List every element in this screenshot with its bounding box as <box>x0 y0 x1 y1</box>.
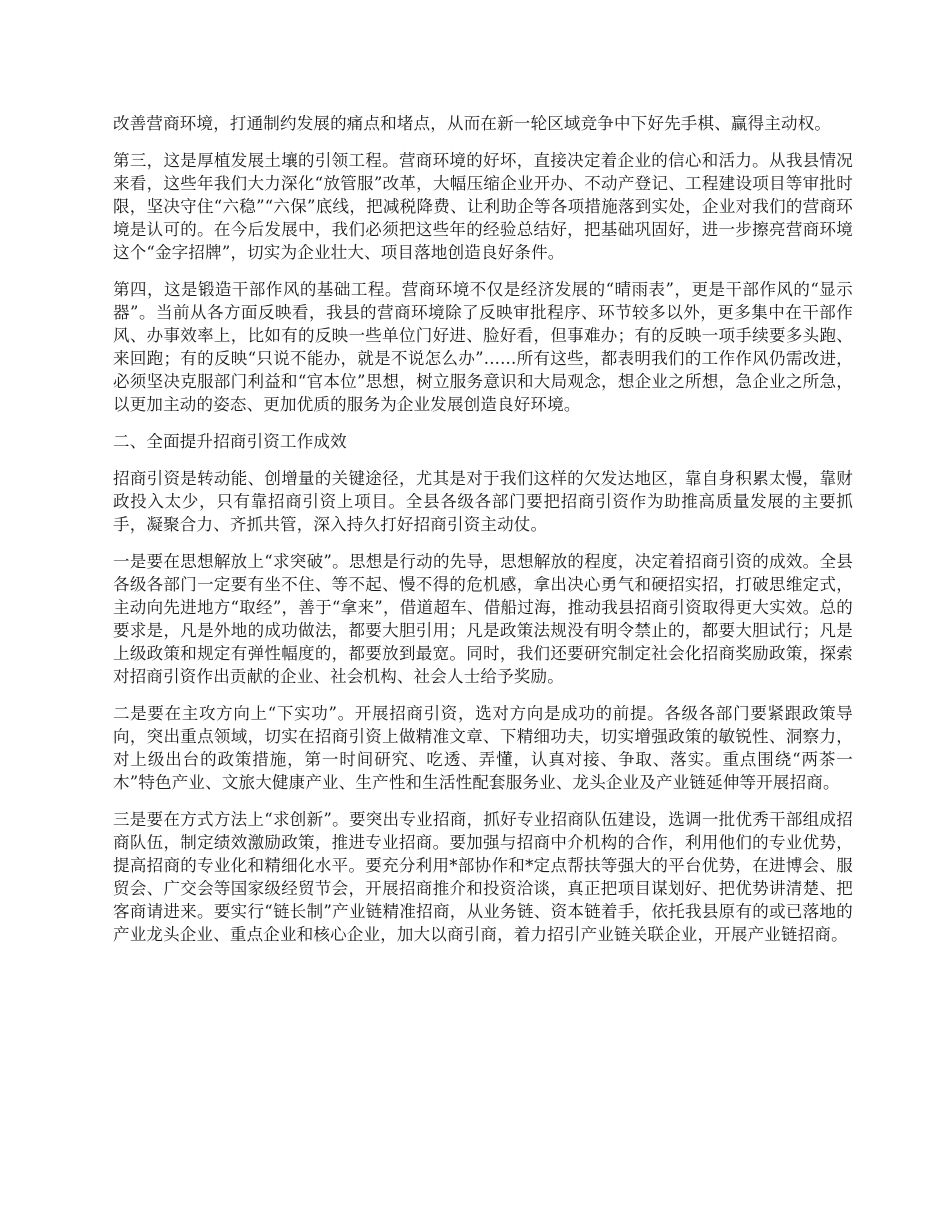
paragraph-intro-continuation: 改善营商环境，打通制约发展的痛点和堵点，从而在新一轮区域竞争中下好先手棋、赢得主动权。 <box>113 114 832 133</box>
paragraph-fourth-point: 第四，这是锻造干部作风的基础工程。营商环境不仅是经济发展的“晴雨表”，更是干部作风的“显示器”。当前从各方面反映看，我县的营商环境除了反映审批程序、环节较多以外，更多集中在干部作风、办事效率上，比如有的反映一些单位门好进、脸好看，但事难办；有的反映一项手续要多头跑、来回跑；有的反映“只说不能办，就是不说怎么办”......所有这些，都表明我们的工作作风仍需改进，必须坚决克服部门利益和“官本位”思想，树立服务意识和大局观念，想企业之所想，急企业之所急，以更加主动的姿态、更加优质的服务为企业发展创造良好环境。 <box>113 280 853 414</box>
paragraph-point-one: 一是要在思想解放上“求突破”。思想是行动的先导，思想解放的程度，决定着招商引资的成效。全县各级各部门一定要有坐不住、等不起、慢不得的危机感，拿出决心勇气和硬招实招，打破思维定式，主动向先进地方“取经”，善于“拿来”，借道超车、借船过海，推动我县招商引资取得更大实效。总的要求是，凡是外地的成功做法，都要大胆引用；凡是政策法规没有明令禁止的，都要大胆试行；凡是上级政策和规定有弹性幅度的，都要放到最宽。同时，我们还要研究制定社会化招商奖励政策，探索对招商引资作出贡献的企业、社会机构、社会人士给予奖励。 <box>113 552 853 686</box>
paragraph-third-point: 第三，这是厚植发展土壤的引领工程。营商环境的好坏，直接决定着企业的信心和活力。从我县情况来看，这些年我们大力深化“放管服”改革，大幅压缩企业开办、不动产登记、工程建设项目等审批时限，坚决守住“六稳”“六保”底线，把减税降费、让利助企等各项措施落到实处，企业对我们的营商环境是认可的。在今后发展中，我们必须把这些年的经验总结好，把基础巩固好，进一步擦亮营商环境这个“金字招牌”，切实为企业壮大、项目落地创造良好条件。 <box>113 151 853 262</box>
paragraph-investment-overview: 招商引资是转动能、创增量的关键途径，尤其是对于我们这样的欠发达地区，靠自身积累太慢，靠财政投入太少，只有靠招商引资上项目。全县各级各部门要把招商引资作为助推高质量发展的主要抓手，凝聚合力、齐抓共管，深入持久打好招商引资主动仗。 <box>113 469 853 534</box>
paragraph-point-two: 二是要在主攻方向上“下实功”。开展招商引资，选对方向是成功的前提。各级各部门要紧跟政策导向，突出重点领域，切实在招商引资上做精准文章、下精细功夫，切实增强政策的敏锐性、洞察力，对上级出台的政策措施，第一时间研究、吃透、弄懂，认真对接、争取、落实。重点围绕“两茶一木”特色产业、文旅大健康产业、生产性和生活性配套服务业、龙头企业及产业链延伸等开展招商。 <box>113 704 853 792</box>
paragraph-point-three: 三是要在方式方法上“求创新”。要突出专业招商，抓好专业招商队伍建设，选调一批优秀干部组成招商队伍，制定绩效激励政策，推进专业招商。要加强与招商中介机构的合作，利用他们的专业优势，提高招商的专业化和精细化水平。要充分利用*部协作和*定点帮扶等强大的平台优势，在进博会、服贸会、广交会等国家级经贸节会，开展招商推介和投资洽谈，真正把项目谋划好、把优势讲清楚、把客商请进来。要实行“链长制”产业链精准招商，从业务链、资本链着手，依托我县原有的或已落地的产业龙头企业、重点企业和核心企业，加大以商引商，着力招引产业链关联企业，开展产业链招商。 <box>113 810 853 944</box>
document-body <box>113 112 853 960</box>
section-heading-investment: 二、全面提升招商引资工作成效 <box>113 432 347 451</box>
